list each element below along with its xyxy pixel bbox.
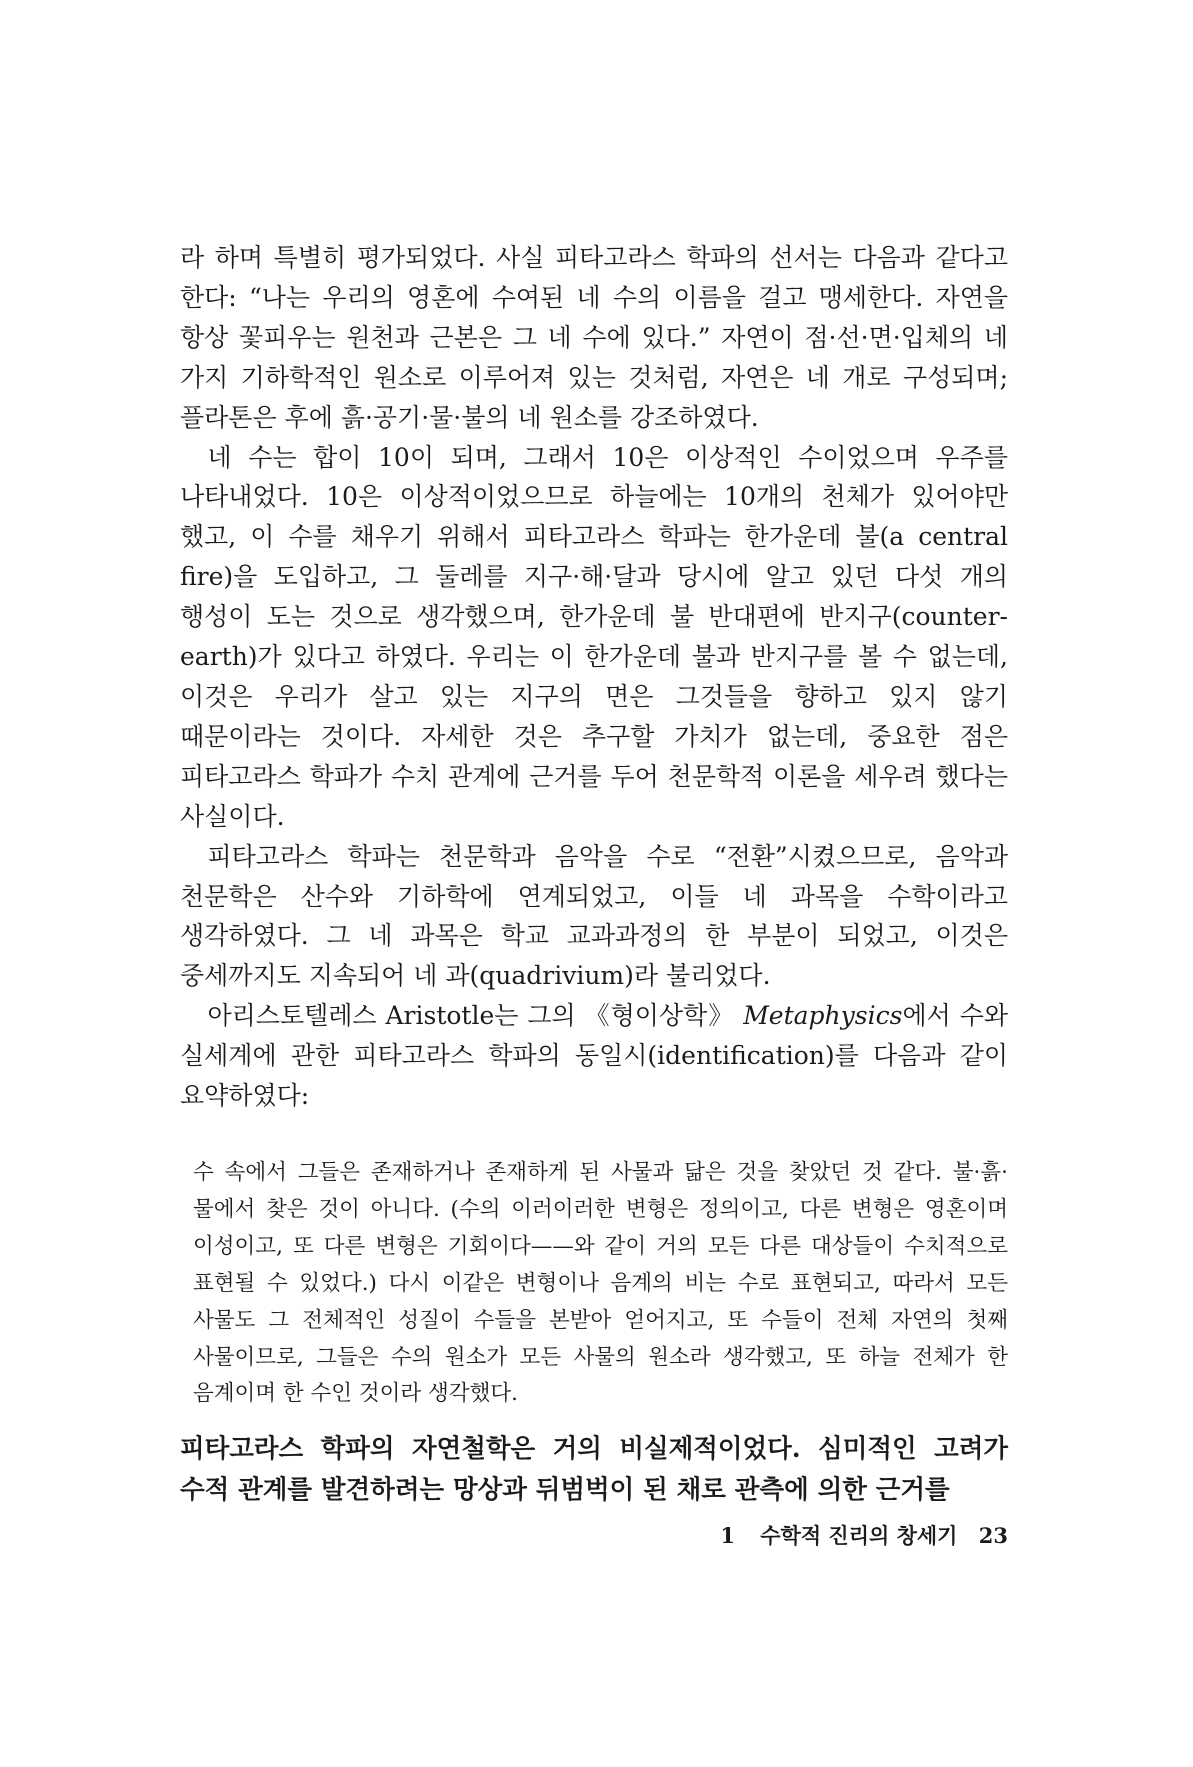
metaphysics-title: Metaphysics [743, 1001, 903, 1031]
paragraph-quadrivium: 피타고라스 학파는 천문학과 음악을 수로 “전환”시켰으므로, 음악과 천문학은 산수와 기하학에 연계되었고, 이들 네 과목을 수학이라고 생각하였다. 그 네 과목은 학교 교과과정의 한 부분이 되었고, 이것은 중세까지도 지속되어 네 과(quadrivium)라 불리었다. [180, 841, 1008, 991]
paragraph-ten-bodies: 네 수는 합이 10이 되며, 그래서 10은 이상적인 수이었으며 우주를 나타내었다. 10은 이상적이었으므로 하늘에는 10개의 천체가 있어야만 했고, 이 수를 채우기 위해서 피타고라스 학파는 한가운데 불(a central fire)을 도입하고, 그 둘레를 지구·해·달과 당시에 알고 있던 다섯 개의 행성이 도는 것으로 생각했으며, 한가운데 불 반대편에 반지구(counter-earth)가 있다고 하였다. 우리는 이 한가운데 불과 반지구를 볼 수 없는데, 이것은 우리가 살고 있는 지구의 면은 그것들을 향하고 있지 않기 때문이라는 것이다. 자세한 것은 추구할 가치가 없는데, 중요한 점은 피타고라스 학파가 수치 관계에 근거를 두어 천문학적 이론을 세우려 했다는 사실이다. [180, 442, 1008, 831]
running-footer [650, 1520, 1008, 1550]
main-text-block [180, 238, 1008, 1116]
chapter-number: 1 [720, 1523, 735, 1548]
paragraph-oath: 라 하며 특별히 평가되었다. 사실 피타고라스 학파의 선서는 다음과 같다고 한다: “나는 우리의 영혼에 수여된 네 수의 이름을 걸고 맹세한다. 자연을 항상 꽃피우는 원천과 근본은 그 네 수에 있다.” 자연이 점·선·면·입체의 네 가지 기하학적인 원소로 이루어져 있는 것처럼, 자연은 네 개로 구성되며; 플라톤은 후에 흙·공기·물·불의 네 원소를 강조하였다. [180, 243, 1008, 432]
aristotle-quote: 수 속에서 그들은 존재하거나 존재하게 된 사물과 닮은 것을 찾았던 것 같다. 불·흙·물에서 찾은 것이 아니다. (수의 이러이러한 변형은 정의이고, 다른 변형은 영혼이며 이성이고, 또 다른 변형은 기회이다——와 같이 거의 모든 다른 대상들이 수치적으로 표현될 수 있었다.) 다시 이같은 변형이나 음계의 비는 수로 표현되고, 따라서 모든 사물도 그 전체적인 성질이 수들을 본받아 얻어지고, 또 수들이 전체 자연의 첫째 사물이므로, 그들은 수의 원소가 모든 사물의 원소라 생각했고, 또 하늘 전체가 한 음계이며 한 수인 것이라 생각했다. [193, 1160, 1008, 1407]
page-number: 23 [978, 1523, 1008, 1548]
paragraph-natural-philosophy: 피타고라스 학파의 자연철학은 거의 비실제적이었다. 심미적인 고려가 수적 관계를 발견하려는 망상과 뒤범벅이 된 채로 관측에 의한 근거를 [180, 1434, 1008, 1505]
chapter-title: 수학적 진리의 창세기 [760, 1523, 958, 1548]
aristotle-intro-before: 아리스토텔레스 Aristotle는 그의 《형이상학》 [207, 1001, 744, 1031]
aristotle-intro-after: 에서 수와 실세계에 관한 피타고라스 학파의 동일시(identification)를 다음과 같이 요약하였다: [180, 1001, 1008, 1111]
paragraph-aristotle-intro [180, 996, 1008, 1116]
